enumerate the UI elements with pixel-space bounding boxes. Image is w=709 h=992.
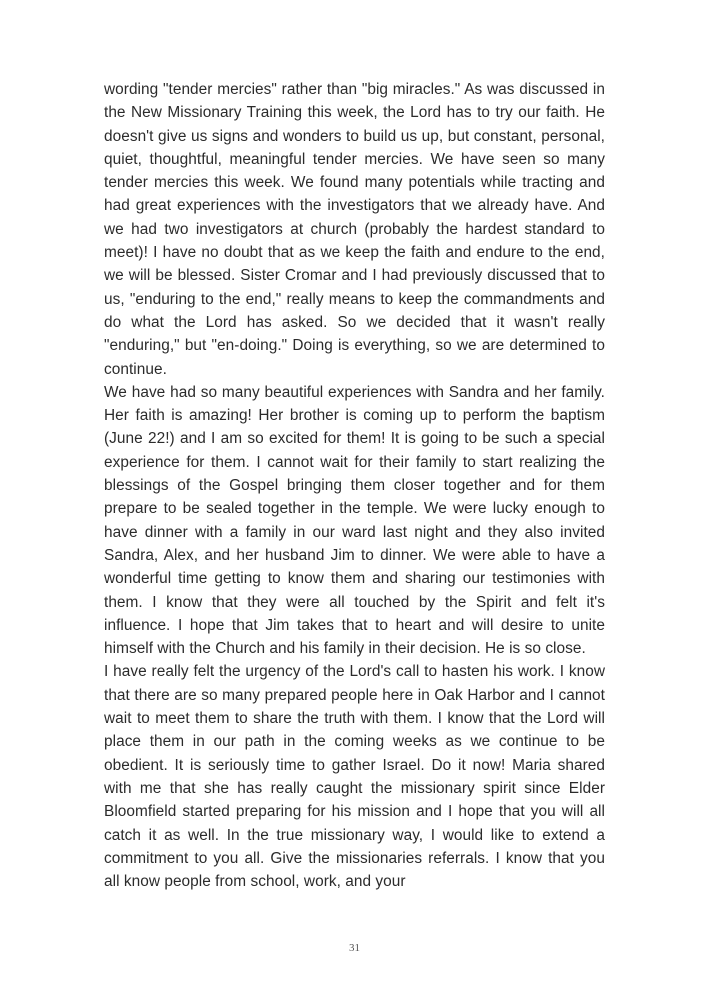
page-number: 31 bbox=[349, 942, 360, 954]
paragraph: I have really felt the urgency of the Lord's call to hasten his work. I know that there are so many prepared people here in Oak Harbor and I cannot wait to meet them to share the truth with them. I know that the Lord will place them in our path in the coming weeks as we continue to be obedient. It is seriously time to gather Israel. Do it now! Maria shared with me that she has really caught the missionary spirit since Elder Bloomfield started preparing for his mission and I hope that you will all catch it as well. In the true missionary way, I would like to extend a commitment to you all. Give the missionaries referrals. I know that you all know people from school, work, and your bbox=[104, 663, 605, 891]
paragraph: wording "tender mercies" rather than "big miracles." As was discussed in the New Missionary Training this week, the Lord has to try our faith. He doesn't give us signs and wonders to build us up, but constant, personal, quiet, thoughtful, meaningful tender mercies. We have seen so many tender mercies this week. We found many potentials while tracting and had great experiences with the investigators that we already have. And we had two investigators at church (probably the hardest standard to meet)! I have no doubt that as we keep the faith and endure to the end, we will be blessed. Sister Cromar and I had previously discussed that to us, "enduring to the end," really means to keep the commandments and do what the Lord has asked. So we decided that it wasn't really "enduring," but "en-doing." Doing is everything, so we are determined to continue. bbox=[104, 81, 605, 378]
body-text bbox=[104, 78, 605, 893]
paragraph: We have had so many beautiful experiences with Sandra and her family. Her faith is amazing! Her brother is coming up to perform the baptism (June 22!) and I am so excited for them! It is going to be such a special experience for them. I cannot wait for their family to start realizing the blessings of the Gospel bringing them closer together and for them prepare to be sealed together in the temple. We were lucky enough to have dinner with a family in our ward last night and they also invited Sandra, Alex, and her husband Jim to dinner. We were able to have a wonderful time getting to know them and sharing our testimonies with them. I know that they were all touched by the Spirit and felt it's influence. I hope that Jim takes that to heart and will desire to unite himself with the Church and his family in their decision. He is so close. bbox=[104, 383, 605, 658]
